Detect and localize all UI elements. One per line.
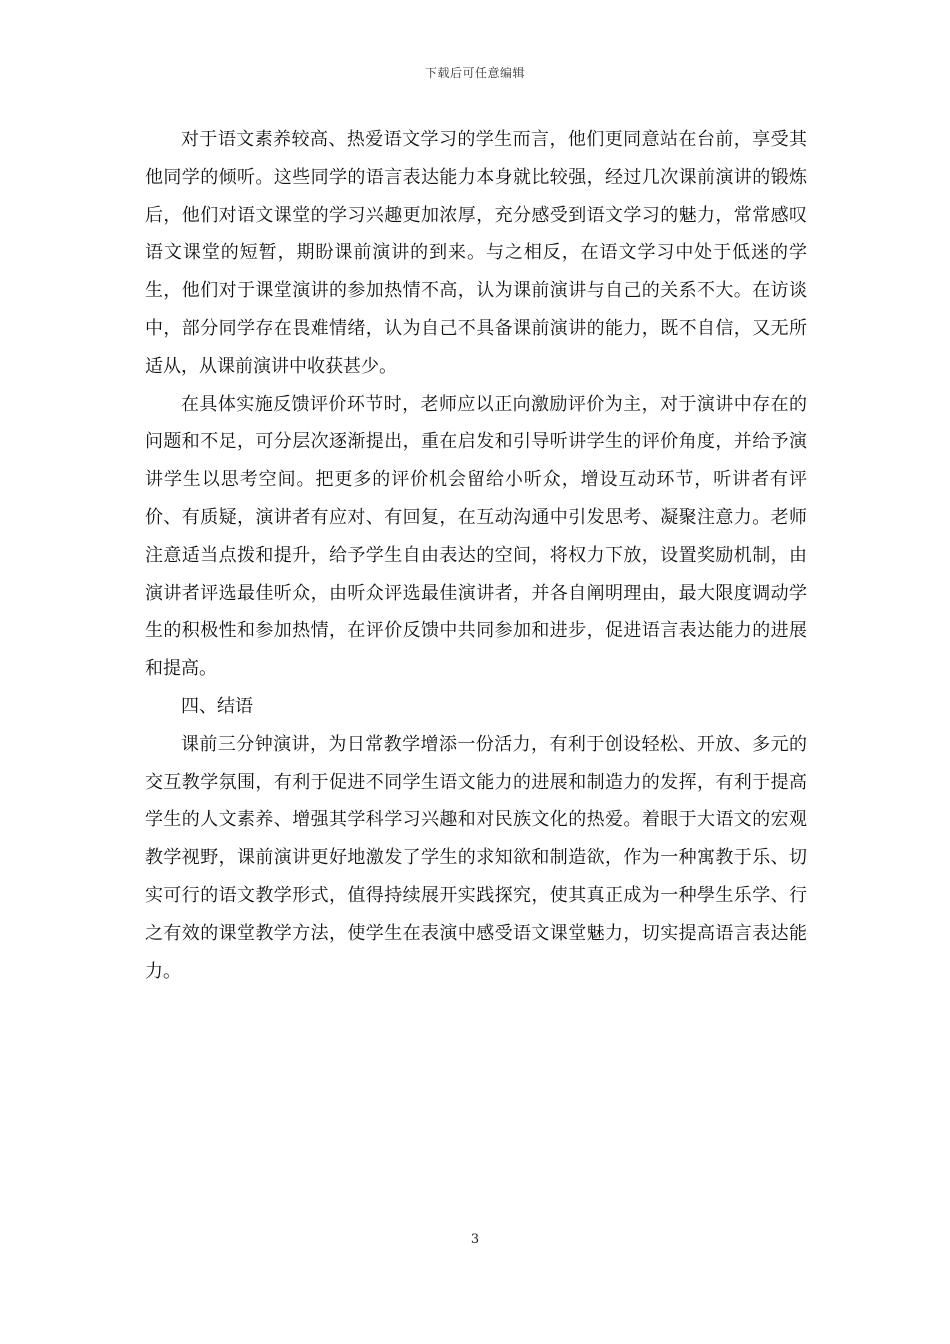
document-body (145, 121, 807, 990)
page-header: 下载后可任意编辑 (424, 66, 525, 80)
paragraph-students-attitude: 对于语文素养较高、热爱语文学习的学生而言，他们更同意站在台前，享受其他同学的倾听。这些同学的语言表达能力本身就比较强，经过几次课前演讲的锻炼后，他们对语文课堂的学习兴趣更加浓厚，充分感受到语文学习的魅力，常常感叹语文课堂的短暂，期盼课前演讲的到来。与之相反，在语文学习中处于低迷的学生，他们对于课堂演讲的参加热情不高，认为课前演讲与自己的关系不大。在访谈中，部分同学存在畏难情绪，认为自己不具备课前演讲的能力，既不自信，又无所适从，从课前演讲中收获甚少。 (145, 129, 807, 377)
paragraph-feedback-evaluation: 在具体实施反馈评价环节时，老师应以正向激励评价为主，对于演讲中存在的问题和不足，可分层次逐渐提出，重在启发和引导听讲学生的评价角度，并给予演讲学生以思考空间。把更多的评价机会留给小听众，增设互动环节，听讲者有评价、有质疑，演讲者有应对、有回复，在互动沟通中引发思考、凝聚注意力。老师注意适当点拨和提升，给予学生自由表达的空间，将权力下放，设置奖励机制，由演讲者评选最佳听众，由听众评选最佳演讲者，并各自阐明理由，最大限度调动学生的积极性和参加热情，在评价反馈中共同参加和进步，促进语言表达能力的进展和提高。 (145, 393, 807, 680)
paragraph-conclusion: 课前三分钟演讲，为日常教学增添一份活力，有利于创设轻松、开放、多元的交互教学氛围，有利于促进不同学生语文能力的进展和制造力的发挥，有利于提高学生的人文素养、增强其学科学习兴趣和对民族文化的热爱。着眼于大语文的宏观教学视野，课前演讲更好地激发了学生的求知欲和制造欲，作为一种寓教于乐、切实可行的语文教学形式，值得持续展开实践探究，使其真正成为一种學生乐学、行之有效的课堂教学方法，使学生在表演中感受语文课堂魅力，切实提高语言表达能力。 (145, 733, 807, 982)
page-number: 3 (470, 1232, 480, 1247)
section-heading-conclusion: 四、结语 (181, 695, 253, 717)
